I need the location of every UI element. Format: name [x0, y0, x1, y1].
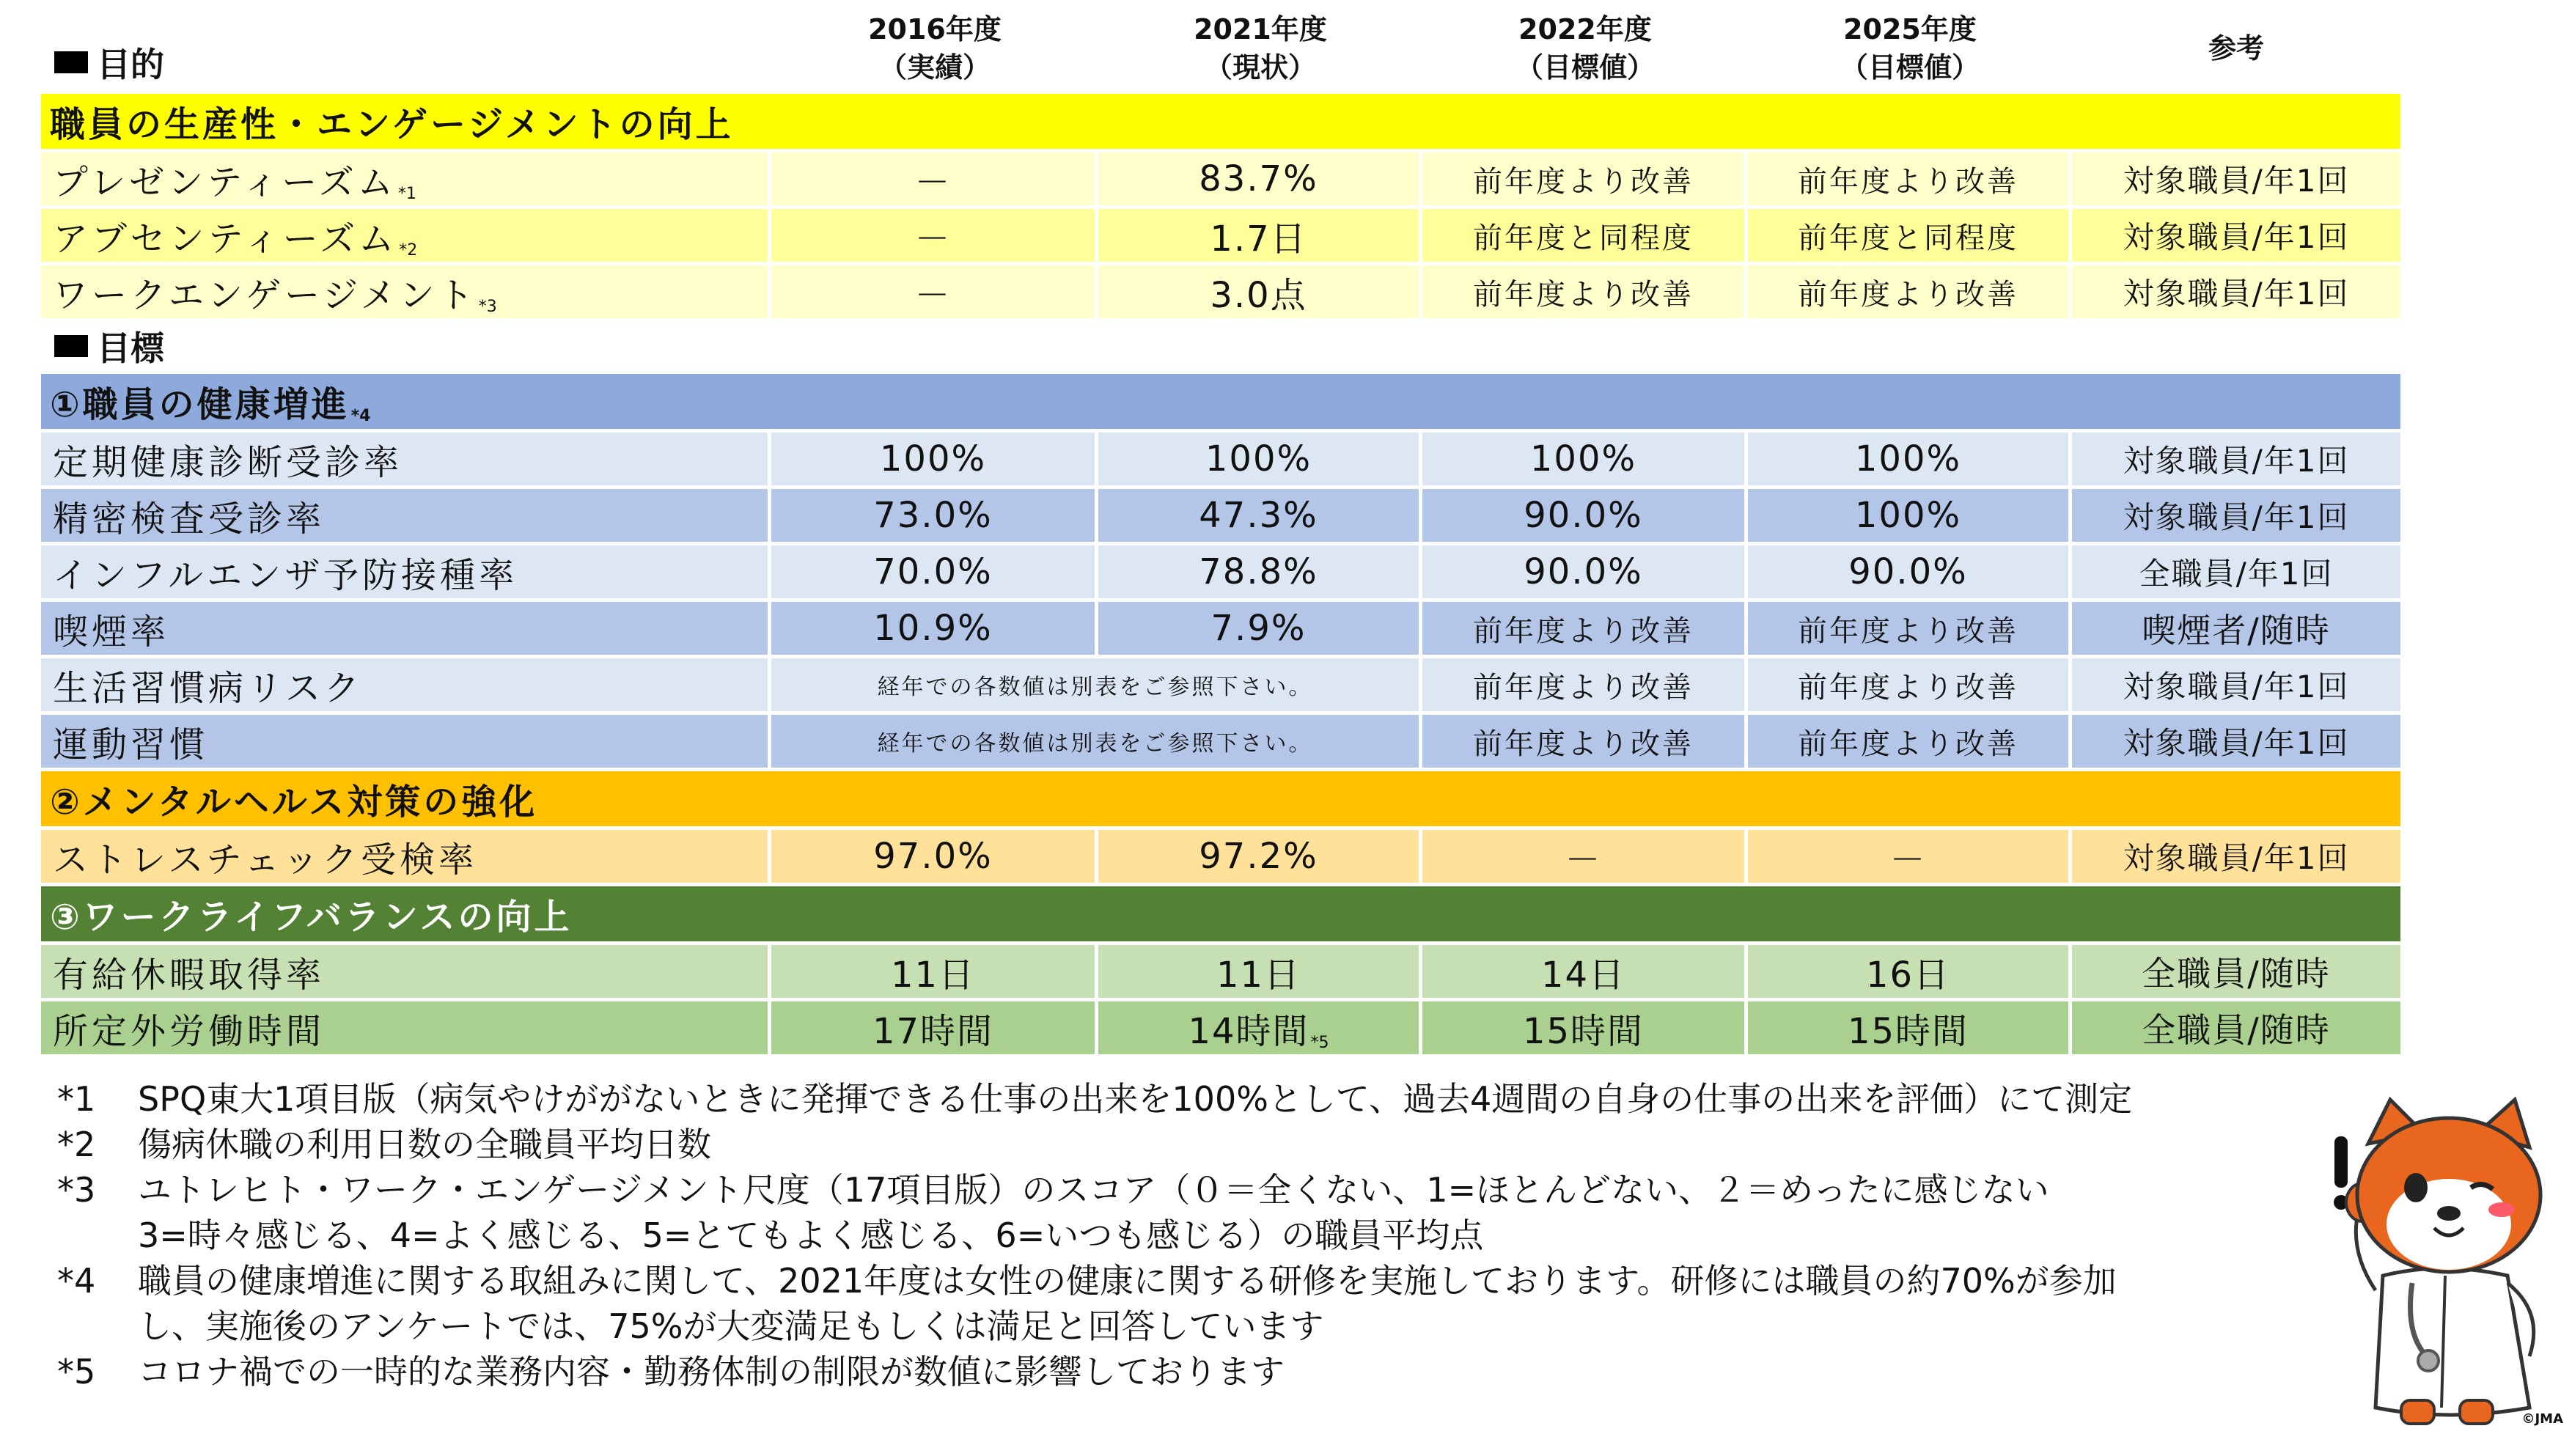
- footnote-mark: *1: [57, 1079, 96, 1119]
- header-2025: [1748, 10, 2072, 87]
- cell-2025: 前年度より改善: [1748, 658, 2072, 715]
- header-2022-year: 2022年度: [1518, 13, 1652, 45]
- health-band-row: [41, 374, 2400, 433]
- cell-2025: 前年度より改善: [1748, 152, 2072, 209]
- cell-2022: －: [1422, 830, 1748, 886]
- cell-merged-note: 経年での各数値は別表をご参照下さい。: [771, 715, 1422, 771]
- cell-reference: 対象職員/年1回: [2072, 830, 2400, 886]
- cell-2021: 11日: [1098, 945, 1422, 1001]
- footnote-ref: *3: [478, 297, 497, 316]
- cell-2025: 前年度より改善: [1748, 602, 2072, 658]
- cell-2022: 前年度より改善: [1422, 658, 1748, 715]
- goals-heading: [41, 322, 2400, 374]
- cell-2016: 70.0%: [771, 545, 1098, 602]
- cell-reference: 喫煙者/随時: [2072, 602, 2400, 658]
- table-row: [41, 830, 2400, 886]
- goals-heading-text: 目標: [97, 328, 164, 368]
- purpose-heading: [54, 43, 164, 87]
- header-2021-sub: （現状）: [1204, 51, 1316, 84]
- footnote: [57, 1076, 2330, 1122]
- cell-reference: 対象職員/年1回: [2072, 433, 2400, 489]
- header-2021: [1098, 10, 1422, 87]
- table-row: [41, 209, 2400, 265]
- purpose-heading-text: 目的: [97, 45, 164, 84]
- header-2016: [771, 10, 1098, 87]
- row-label-text: プレゼンティーズム: [53, 161, 397, 203]
- cell-2022: 15時間: [1422, 1001, 1748, 1058]
- row-label: 有給休暇取得率: [41, 945, 771, 1001]
- table-row: [41, 658, 2400, 715]
- cell-2025: 前年度より改善: [1748, 715, 2072, 771]
- health-band-text: ①職員の健康増進: [50, 384, 350, 425]
- row-label-text: アブセンティーズム: [53, 218, 398, 260]
- mascot-fox-doctor-icon: [2332, 1092, 2566, 1430]
- mental-band-row: [41, 771, 2400, 830]
- cell-2016: 17時間: [771, 1001, 1098, 1058]
- cell-2016: －: [771, 209, 1098, 265]
- cell-2025: 90.0%: [1748, 545, 2072, 602]
- table-row: [41, 602, 2400, 658]
- cell-reference: 対象職員/年1回: [2072, 489, 2400, 545]
- goals-heading-row: [41, 322, 2400, 374]
- cell-2021: 3.0点: [1098, 265, 1422, 322]
- table-row: [41, 545, 2400, 602]
- table-row: [41, 489, 2400, 545]
- mascot-fox-doctor-illustration: [2332, 1092, 2566, 1430]
- footnote-mark: *3: [57, 1170, 96, 1210]
- cell-2025: 16日: [1748, 945, 2072, 1001]
- cell-2025: 前年度と同程度: [1748, 209, 2072, 265]
- footnote: [57, 1167, 2330, 1258]
- cell-2025: 100%: [1748, 489, 2072, 545]
- header-2022-sub: （目標値）: [1515, 51, 1655, 84]
- cell-2021: 7.9%: [1098, 602, 1422, 658]
- table-row: [41, 1001, 2400, 1058]
- cell-2021: 83.7%: [1098, 152, 1422, 209]
- square-bullet-icon: [54, 335, 88, 357]
- cell-2016: 10.9%: [771, 602, 1098, 658]
- footnote-mark: *4: [57, 1261, 96, 1301]
- header-reference: [2072, 29, 2400, 67]
- cell-2021: 97.2%: [1098, 830, 1422, 886]
- wlb-band-row: [41, 886, 2400, 945]
- header-reference-label: 参考: [2208, 32, 2264, 65]
- row-label: 生活習慣病リスク: [41, 658, 771, 715]
- row-label: [41, 152, 771, 209]
- cell-2016: 100%: [771, 433, 1098, 489]
- goals-table: [41, 94, 2400, 1058]
- header-2025-year: 2025年度: [1843, 13, 1977, 45]
- cell-2016: 11日: [771, 945, 1098, 1001]
- mental-band: ②メンタルヘルス対策の強化: [41, 771, 2400, 830]
- cell-reference: 対象職員/年1回: [2072, 265, 2400, 322]
- health-band: [41, 374, 2400, 433]
- cell-2022: 90.0%: [1422, 545, 1748, 602]
- cell-2022: 14日: [1422, 945, 1748, 1001]
- row-label: 精密検査受診率: [41, 489, 771, 545]
- footnote-mark: *5: [57, 1352, 96, 1391]
- cell-2022: 前年度と同程度: [1422, 209, 1748, 265]
- cell-2016: 97.0%: [771, 830, 1098, 886]
- footnote-text: SPQ東大1項目版（病気やけががないときに発揮できる仕事の出来を100%として、過去4週間の自身の仕事の出来を評価）にて測定: [138, 1079, 2133, 1119]
- wlb-band: ③ワークライフバランスの向上: [41, 886, 2400, 945]
- cell-2021: [1098, 1001, 1422, 1058]
- row-label: 所定外労働時間: [41, 1001, 771, 1058]
- row-label-text: ワークエンゲージメント: [53, 274, 477, 316]
- footnote: [57, 1258, 2330, 1349]
- cell-2022: 前年度より改善: [1422, 265, 1748, 322]
- footnote-ref: *2: [399, 240, 418, 260]
- cell-2021-text: 14時間: [1188, 1010, 1309, 1052]
- cell-2022: 前年度より改善: [1422, 152, 1748, 209]
- cell-reference: 対象職員/年1回: [2072, 658, 2400, 715]
- row-label: 運動習慣: [41, 715, 771, 771]
- table-row: [41, 945, 2400, 1001]
- footnotes: [57, 1076, 2330, 1394]
- footnote-mark: *2: [57, 1125, 96, 1164]
- cell-2021: 47.3%: [1098, 489, 1422, 545]
- footnote-text: ユトレヒト・ワーク・エンゲージメント尺度（17項目版）のスコア（０＝全くない、1=ほとんどない、２＝めったに感じない 3=時々感じる、4=よく感じる、5=とてもよく感じる、6=いつも感じる）の職員平均点: [138, 1170, 2049, 1255]
- row-label: インフルエンザ予防接種率: [41, 545, 771, 602]
- cell-reference: 対象職員/年1回: [2072, 209, 2400, 265]
- footnote-text: コロナ禍での一時的な業務内容・勤務体制の制限が数値に影響しております: [138, 1352, 1285, 1391]
- row-label: [41, 209, 771, 265]
- footnote-ref: *5: [1310, 1033, 1329, 1052]
- cell-2016: 73.0%: [771, 489, 1098, 545]
- row-label: 喫煙率: [41, 602, 771, 658]
- cell-2022: 前年度より改善: [1422, 602, 1748, 658]
- cell-2022: 前年度より改善: [1422, 715, 1748, 771]
- cell-reference: 全職員/随時: [2072, 945, 2400, 1001]
- header-2016-year: 2016年度: [868, 13, 1002, 45]
- purpose-band-row: [41, 94, 2400, 152]
- cell-merged-note: 経年での各数値は別表をご参照下さい。: [771, 658, 1422, 715]
- cell-2021: 100%: [1098, 433, 1422, 489]
- cell-2021: 1.7日: [1098, 209, 1422, 265]
- footnote: [57, 1349, 2330, 1394]
- table-row: [41, 715, 2400, 771]
- cell-2021: 78.8%: [1098, 545, 1422, 602]
- cell-2016: －: [771, 152, 1098, 209]
- square-bullet-icon: [54, 51, 88, 73]
- row-label: ストレスチェック受検率: [41, 830, 771, 886]
- footnote-text: 傷病休職の利用日数の全職員平均日数: [138, 1125, 711, 1164]
- header-2021-year: 2021年度: [1194, 13, 1327, 45]
- cell-2022: 100%: [1422, 433, 1748, 489]
- table-row: [41, 265, 2400, 322]
- footnote: [57, 1122, 2330, 1167]
- table-row: [41, 152, 2400, 209]
- header-2016-sub: （実績）: [878, 51, 991, 84]
- table-row: [41, 433, 2400, 489]
- cell-2016: －: [771, 265, 1098, 322]
- cell-reference: 対象職員/年1回: [2072, 715, 2400, 771]
- footnote-ref: *1: [397, 184, 416, 203]
- header-2025-sub: （目標値）: [1840, 51, 1980, 84]
- footnote-text: 職員の健康増進に関する取組みに関して、2021年度は女性の健康に関する研修を実施しております。研修には職員の約70%が参加 し、実施後のアンケートでは、75%が大変満足もしくは満足と回答しています: [138, 1261, 2117, 1346]
- cell-reference: 全職員/年1回: [2072, 545, 2400, 602]
- cell-2025: 前年度より改善: [1748, 265, 2072, 322]
- cell-2025: －: [1748, 830, 2072, 886]
- header-2022: [1422, 10, 1748, 87]
- cell-2022: 90.0%: [1422, 489, 1748, 545]
- row-label: 定期健康診断受診率: [41, 433, 771, 489]
- row-label: [41, 265, 771, 322]
- cell-reference: 全職員/随時: [2072, 1001, 2400, 1058]
- cell-reference: 対象職員/年1回: [2072, 152, 2400, 209]
- mascot-copyright: ©JMA: [2521, 1411, 2563, 1427]
- footnote-ref: *4: [350, 407, 371, 425]
- cell-2025: 15時間: [1748, 1001, 2072, 1058]
- purpose-band: 職員の生産性・エンゲージメントの向上: [41, 94, 2400, 152]
- cell-2025: 100%: [1748, 433, 2072, 489]
